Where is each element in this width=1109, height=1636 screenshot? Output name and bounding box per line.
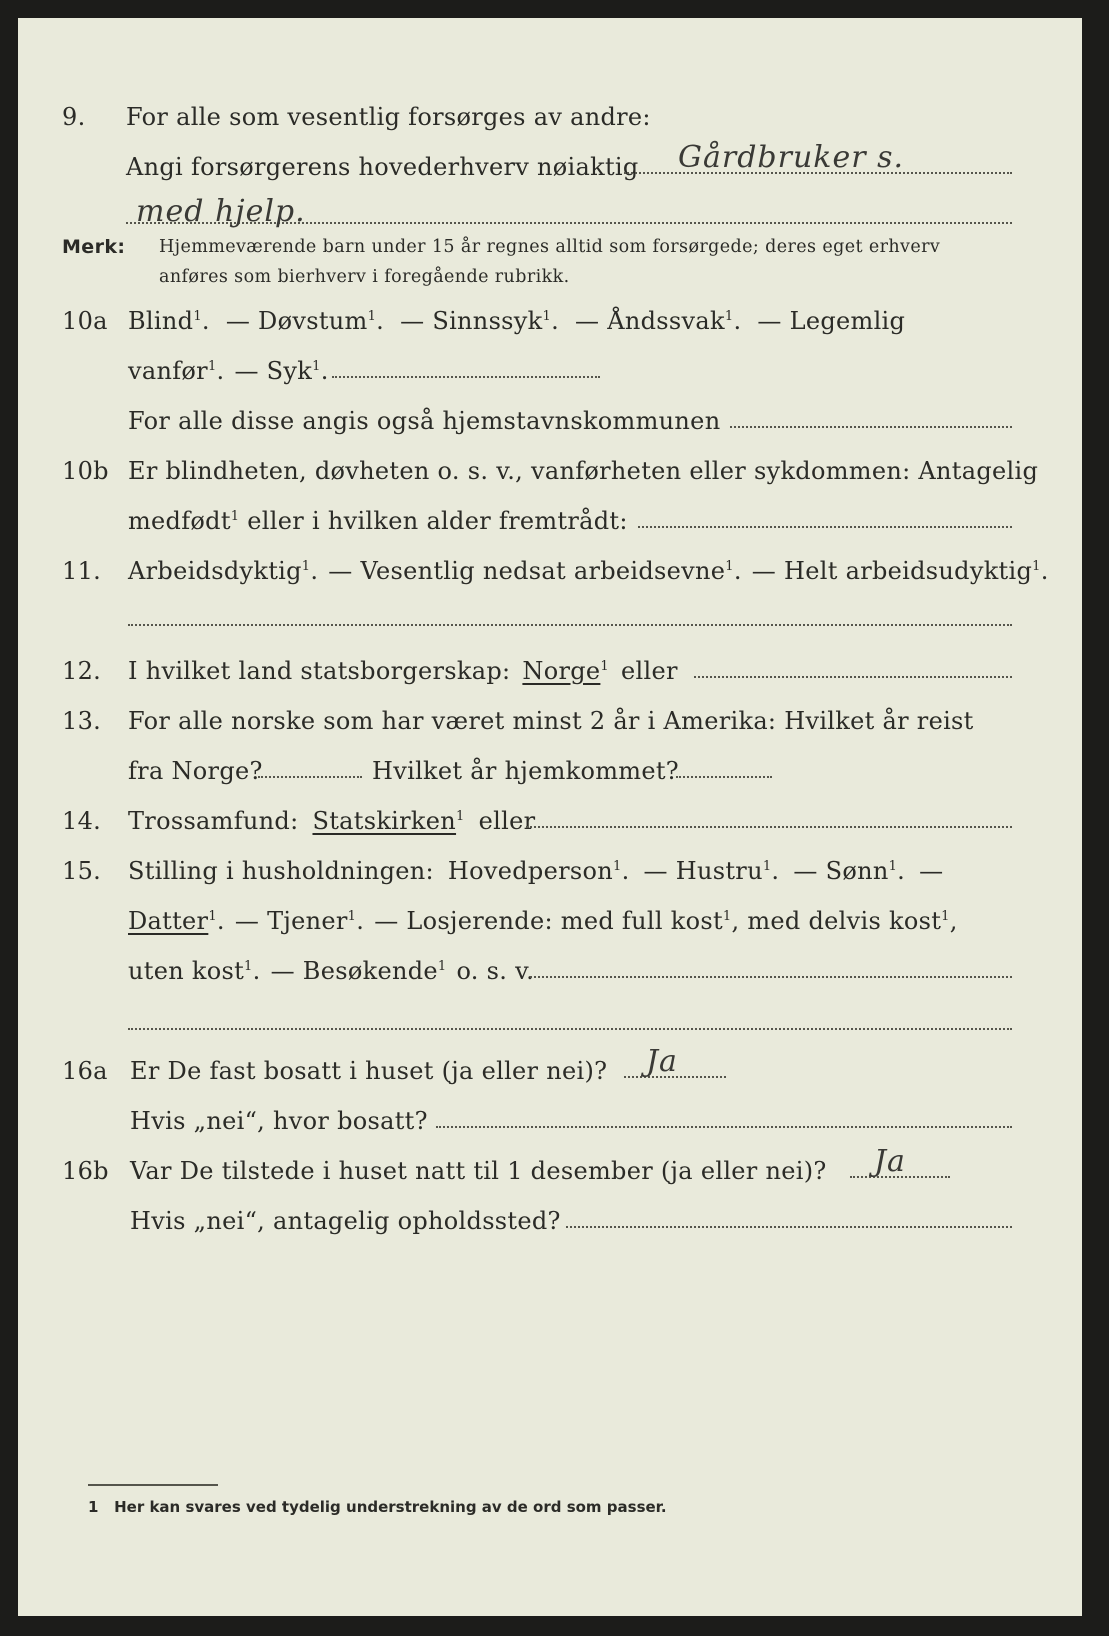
option-hustru[interactable]: — Hustru$^1$. bbox=[643, 857, 780, 885]
q9-row-1 bbox=[18, 100, 1082, 134]
q9-handwritten-answer-2: med hjelp. bbox=[136, 194, 306, 229]
q10a-row-2 bbox=[18, 354, 1082, 388]
q11-answer-line[interactable] bbox=[128, 624, 1012, 626]
q13-reist-line[interactable] bbox=[258, 776, 362, 778]
option-vanfor[interactable]: vanfør$^1$. bbox=[128, 357, 225, 385]
merk-label-text: Merk: bbox=[62, 236, 126, 258]
q12-answer-line[interactable] bbox=[694, 676, 1012, 678]
q10a-row-1 bbox=[18, 304, 1082, 338]
q16a-row-2 bbox=[18, 1104, 1082, 1138]
option-tjener[interactable]: — Tjener$^1$. bbox=[234, 907, 365, 935]
q10b-row-1 bbox=[18, 454, 1082, 488]
option-arbeidsudyktig[interactable]: — Helt arbeidsudyktig$^1$. bbox=[751, 557, 1049, 585]
q16b-row-1 bbox=[18, 1154, 1082, 1188]
q14-row bbox=[18, 804, 1082, 838]
option-datter[interactable]: Datter$^1$. bbox=[128, 907, 225, 935]
q14-text bbox=[128, 804, 535, 838]
option-andssvak[interactable]: — Åndssvak$^1$. bbox=[575, 307, 742, 335]
q10b-answer-line[interactable] bbox=[638, 526, 1012, 528]
q15-row-1 bbox=[18, 854, 1082, 888]
q16a-line-2: Hvis „nei“, hvor bosatt? bbox=[130, 1107, 428, 1135]
q15-row-2 bbox=[18, 904, 1082, 938]
q15-osv: o. s. v. bbox=[456, 957, 535, 985]
q16b-opholdssted-line[interactable] bbox=[566, 1226, 1012, 1228]
option-statskirken[interactable]: Statskirken$^1$ bbox=[312, 807, 465, 835]
footnote-text: Her kan svares ved tydelig understrekning av de ord som passer. bbox=[114, 1498, 667, 1516]
q9-line-2: Angi forsørgerens hovederhverv nøiaktig bbox=[126, 153, 639, 181]
q15-answer-line-2[interactable] bbox=[128, 1028, 1012, 1030]
q16b-line-1: Var De tilstede i huset natt til 1 desember (ja eller nei)? bbox=[130, 1157, 827, 1185]
q12-number: 12. bbox=[62, 657, 102, 685]
footnote-mark: 1 bbox=[88, 1498, 99, 1516]
q16a-number: 16a bbox=[62, 1057, 108, 1085]
option-nedsat-arbeidsevne[interactable]: — Vesentlig nedsat arbeidsevne$^1$. bbox=[328, 557, 742, 585]
q15-dash: — bbox=[919, 857, 944, 885]
merk-label bbox=[62, 232, 125, 263]
q13-row-1 bbox=[18, 704, 1082, 738]
option-syk[interactable]: — Syk$^1$. bbox=[234, 357, 329, 385]
q14-question: Trossamfund: bbox=[128, 807, 299, 835]
q10a-line-3: For alle disse angis også hjemstavnskommunen bbox=[128, 407, 721, 435]
q10b-line-2-text: eller i hvilken alder fremtrådt: bbox=[247, 507, 628, 535]
q14-number: 14. bbox=[62, 807, 102, 835]
option-legemlig[interactable]: — Legemlig bbox=[757, 307, 906, 335]
q11-row bbox=[18, 554, 1082, 588]
option-sinnssyk[interactable]: — Sinnssyk$^1$. bbox=[400, 307, 560, 335]
merk-line-1: Hjemmeværende barn under 15 år regnes alltid som forsørgede; deres eget erhverv bbox=[159, 237, 941, 257]
q13-number: 13. bbox=[62, 707, 102, 735]
q10b-line-1: Er blindheten, døvheten o. s. v., vanførheten eller sykdommen: Antagelig bbox=[128, 457, 1039, 485]
q13-row-2 bbox=[18, 754, 1082, 788]
q16a-bosatt-line[interactable] bbox=[436, 1126, 1012, 1128]
q13-hjemkommet: Hvilket år hjemkommet? bbox=[372, 757, 679, 785]
q12-eller: eller bbox=[620, 657, 678, 685]
q16a-line-1: Er De fast bosatt i huset (ja eller nei)? bbox=[130, 1057, 608, 1085]
q10a-syk-line[interactable] bbox=[332, 376, 600, 378]
option-losjerende[interactable]: — Losjerende: med full kost$^1$, med delvis kost$^1$, bbox=[374, 907, 958, 935]
footnote-rule bbox=[88, 1484, 218, 1486]
q16a-row-1 bbox=[18, 1054, 1082, 1088]
q11-number: 11. bbox=[62, 557, 102, 585]
q15-answer-line-1[interactable] bbox=[530, 976, 1012, 978]
q10b-row-2 bbox=[18, 504, 1082, 538]
q12-question: I hvilket land statsborgerskap: bbox=[128, 657, 511, 685]
q15-options-2 bbox=[128, 904, 958, 938]
option-norge[interactable]: Norge$^1$ bbox=[522, 657, 609, 685]
q13-line-1: For alle norske som har været minst 2 år i Amerika: Hvilket år reist bbox=[128, 707, 974, 735]
q10a-number: 10a bbox=[62, 307, 108, 335]
q13-hjemkommet-line[interactable] bbox=[676, 776, 772, 778]
q9-number: 9. bbox=[62, 103, 86, 131]
option-dovstum[interactable]: — Døvstum$^1$. bbox=[225, 307, 385, 335]
q9-handwritten-answer-1: Gårdbruker s. bbox=[678, 140, 905, 175]
option-hovedperson[interactable]: Hovedperson$^1$. bbox=[447, 857, 630, 885]
q16a-handwritten-answer: Ja bbox=[646, 1044, 678, 1079]
census-form-page bbox=[18, 18, 1082, 1616]
q9-line-1: For alle som vesentlig forsørges av andre: bbox=[126, 103, 651, 131]
q11-options bbox=[128, 554, 1049, 588]
option-besokende[interactable]: — Besøkende$^1$ bbox=[270, 957, 447, 985]
q10a-options-2 bbox=[128, 354, 329, 388]
q15-options-3 bbox=[128, 954, 534, 988]
q15-options-1 bbox=[128, 854, 943, 888]
q16b-row-2 bbox=[18, 1204, 1082, 1238]
option-arbeidsdyktig[interactable]: Arbeidsdyktig$^1$. bbox=[128, 557, 319, 585]
q16b-number: 16b bbox=[62, 1157, 109, 1185]
q15-question: Stilling i husholdningen: bbox=[128, 857, 434, 885]
q16b-line-2: Hvis „nei“, antagelig opholdssted? bbox=[130, 1207, 561, 1235]
q10b-line-2 bbox=[128, 504, 628, 538]
option-medfodt[interactable]: medfødt$^1$ bbox=[128, 507, 240, 535]
q10a-options-1 bbox=[128, 304, 905, 338]
q14-answer-line[interactable] bbox=[526, 826, 1012, 828]
q12-row bbox=[18, 654, 1082, 688]
q15-number: 15. bbox=[62, 857, 102, 885]
q9-row-2 bbox=[18, 150, 1082, 184]
q14-eller: eller bbox=[478, 807, 536, 835]
q13-fra-norge: fra Norge? bbox=[128, 757, 263, 785]
option-blind[interactable]: Blind$^1$. bbox=[128, 307, 210, 335]
merk-line-2: anføres som bierhverv i foregående rubrikk. bbox=[159, 267, 570, 287]
q10b-number: 10b bbox=[62, 457, 109, 485]
footnote bbox=[88, 1498, 667, 1516]
q15-row-3 bbox=[18, 954, 1082, 988]
q10a-hjemstavn-line[interactable] bbox=[730, 426, 1012, 428]
option-uten-kost[interactable]: uten kost$^1$. bbox=[128, 957, 261, 985]
option-sonn[interactable]: — Sønn$^1$. bbox=[793, 857, 906, 885]
q10a-row-3 bbox=[18, 404, 1082, 438]
q12-text bbox=[128, 654, 678, 688]
q16b-handwritten-answer: Ja bbox=[874, 1144, 906, 1179]
